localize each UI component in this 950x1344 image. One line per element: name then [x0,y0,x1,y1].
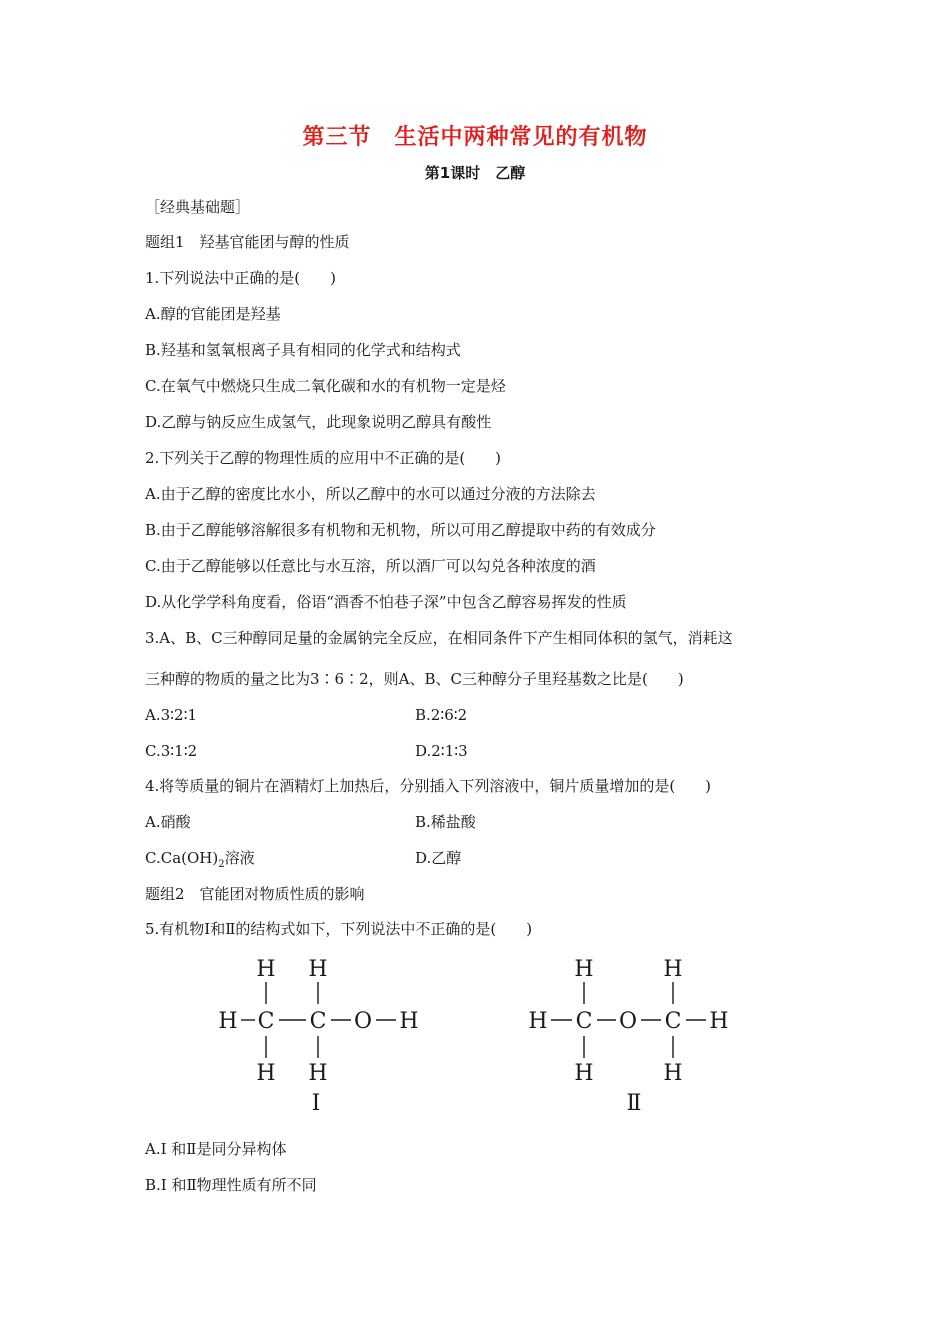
q3-option-d: D.2∶1∶3 [415,742,468,760]
q1-option-d: D.乙醇与钠反应生成氢气，此现象说明乙醇具有酸性 [145,413,492,431]
atom-h: H [574,1061,594,1086]
q3-option-c: C.3∶1∶2 [145,742,198,760]
atom-c: C [664,1009,682,1034]
atom-o: O [353,1009,373,1034]
atom-h: H [663,957,683,982]
atom-h: H [709,1009,729,1034]
q4-stem: 4.将等质量的铜片在酒精灯上加热后，分别插入下列溶液中，铜片质量增加的是( ) [145,777,712,795]
section-label: ［经典基础题］ [145,198,251,216]
structure-label-1: Ⅰ [311,1091,321,1116]
q3-stem-line1: 3.A、B、C三种醇同足量的金属钠完全反应，在相同条件下产生相同体积的氢气，消耗这 [145,629,733,647]
atom-h: H [574,957,594,982]
atom-h: H [399,1009,419,1034]
q2-option-b: B.由于乙醇能够溶解很多有机物和无机物，所以可用乙醇提取中药的有效成分 [145,521,656,539]
atom-h: H [256,957,276,982]
lesson-subtitle: 第1课时 乙醇 [424,164,526,182]
q4-option-c-suffix: 溶液 [224,849,255,867]
q4-option-c-subscript: 2 [218,859,225,870]
q4-option-b: B.稀盐酸 [415,813,476,831]
atom-c: C [575,1009,593,1034]
atom-o: O [618,1009,638,1034]
q3-stem-line2: 三种醇的物质的量之比为3∶6∶2，则A、B、C三种醇分子里羟基数之比是( ) [145,670,684,688]
structure-dimethyl-ether [520,950,750,1120]
structure-ethanol [210,950,440,1120]
atom-h: H [308,1061,328,1086]
q4-option-d: D.乙醇 [415,849,462,867]
q2-option-c: C.由于乙醇能够以任意比与水互溶，所以酒厂可以勾兑各种浓度的酒 [145,557,596,575]
atom-h: H [663,1061,683,1086]
group-heading-1: 题组1 羟基官能团与醇的性质 [145,233,350,251]
group-heading-2: 题组2 官能团对物质性质的影响 [145,885,365,903]
q2-option-d: D.从化学学科角度看，俗语“酒香不怕巷子深”中包含乙醇容易挥发的性质 [145,593,627,611]
q3-option-a: A.3∶2∶1 [145,706,198,724]
atom-h: H [218,1009,238,1034]
atom-h: H [256,1061,276,1086]
atom-c: C [257,1009,275,1034]
atom-c: C [309,1009,327,1034]
q5-option-b: B.Ⅰ 和Ⅱ物理性质有所不同 [145,1176,317,1194]
structure-label-2: Ⅱ [626,1091,642,1116]
q2-stem: 2.下列关于乙醇的物理性质的应用中不正确的是( ) [145,449,502,467]
atom-h: H [308,957,328,982]
q4-option-c [145,848,255,875]
q1-stem: 1.下列说法中正确的是( ) [145,269,337,287]
q1-option-a: A.醇的官能团是羟基 [145,305,281,323]
q4-option-c-text: C.Ca(OH) [145,849,219,867]
atom-h: H [528,1009,548,1034]
page-title: 第三节 生活中两种常见的有机物 [302,125,648,150]
q4-option-a: A.硝酸 [145,813,191,831]
q2-option-a: A.由于乙醇的密度比水小，所以乙醇中的水可以通过分液的方法除去 [145,485,596,503]
q5-stem: 5.有机物Ⅰ和Ⅱ的结构式如下，下列说法中不正确的是( ) [145,920,533,938]
q5-option-a: A.Ⅰ 和Ⅱ是同分异构体 [145,1140,287,1158]
q3-option-b: B.2∶6∶2 [415,706,468,724]
q1-option-b: B.羟基和氢氧根离子具有相同的化学式和结构式 [145,341,461,359]
q1-option-c: C.在氧气中燃烧只生成二氧化碳和水的有机物一定是烃 [145,377,506,395]
